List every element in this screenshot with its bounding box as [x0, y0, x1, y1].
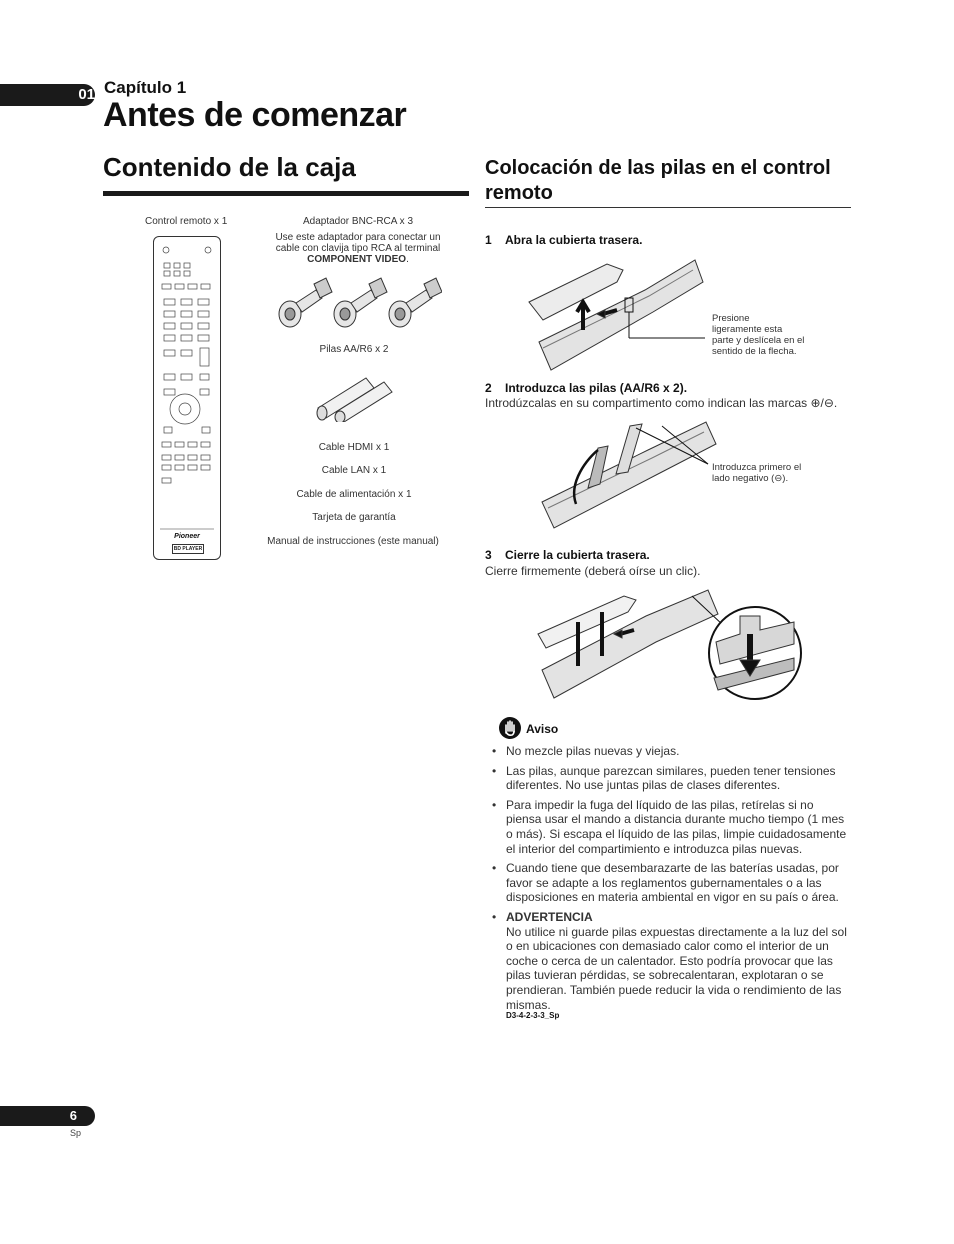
callout-press-slide	[712, 313, 822, 357]
callout-negative-first	[712, 462, 822, 484]
step-2-description: Introdúzcalas en su compartimento como indican las marcas ⊕/⊖.	[485, 396, 838, 410]
page-number-tab	[0, 1106, 95, 1126]
page-number: 6	[69, 1108, 77, 1123]
open-cover-illustration	[525, 252, 705, 380]
close-cover-illustration	[532, 586, 802, 706]
step-3-number: 3	[485, 548, 492, 562]
step-3-description: Cierre firmemente (deberá oírse un clic).	[485, 564, 701, 578]
item-power-cable: Cable de alimentación x 1	[296, 489, 412, 500]
aa-batteries-image	[310, 372, 400, 422]
insert-batteries-illustration	[538, 418, 718, 530]
warning-title: ADVERTENCIA	[506, 909, 593, 924]
adapter-desc-bold: COMPONENT VIDEO	[307, 254, 407, 265]
callout-1-line3: parte y deslícela en el	[712, 335, 805, 346]
step-2	[485, 381, 687, 395]
remote-control-image	[153, 236, 221, 560]
item-lan-cable: Cable LAN x 1	[321, 465, 387, 476]
adapter-desc-end: .	[406, 254, 409, 265]
item-hdmi-cable: Cable HDMI x 1	[318, 442, 390, 453]
callout-1-line1: Presione	[712, 313, 750, 324]
step-1	[485, 233, 642, 247]
item-manual: Manual de instrucciones (este manual)	[267, 536, 439, 547]
aviso-list	[492, 744, 852, 1017]
step-2-text: Introduzca las pilas (AA/R6 x 2).	[505, 381, 688, 395]
step-1-text: Abra la cubierta trasera.	[505, 233, 643, 247]
adapter-description	[264, 232, 452, 265]
chapter-number-tab	[0, 84, 95, 106]
callout-1-line4: sentido de la flecha.	[712, 346, 797, 357]
battery-section-heading: Colocación de las pilas en el control remoto	[485, 157, 831, 204]
heading-rule-right	[485, 207, 851, 208]
aviso-item: • Cuando tiene que desembarazarte de las baterías usadas, por favor se adapte a los reglamentos gubernamentales o a las disposiciones en materia ambiental en vigor en su país o área.	[492, 861, 852, 905]
hand-warning-icon	[499, 717, 521, 739]
aviso-title: Aviso	[526, 722, 559, 736]
item-warranty-card: Tarjeta de garantía	[312, 512, 396, 523]
aviso-item: • No mezcle pilas nuevas y viejas.	[492, 744, 852, 759]
adapter-desc-line1: Use este adaptador para conectar un	[275, 232, 441, 243]
bnc-adapters-image	[276, 270, 442, 334]
aviso-item: • Para impedir la fuga del líquido de las pilas, retírelas si no piensa usar el mando a distancia durante mucho tiempo (1 mes o más). Si escapa el líquido de las pilas, limpie cuidadosamente el interior del compartimiento e introduzca pilas nuevas.	[492, 798, 852, 856]
language-code: Sp	[70, 1128, 82, 1138]
page-title: Antes de comenzar	[103, 96, 407, 134]
step-1-number: 1	[485, 233, 492, 247]
box-contents-heading: Contenido de la caja	[103, 152, 356, 182]
remote-label: Control remoto x 1	[145, 216, 228, 227]
aviso-item: • Las pilas, aunque parezcan similares, pueden tener tensiones diferentes. No use juntas pilas de clases diferentes.	[492, 764, 852, 793]
remote-brand: Pioneer	[174, 533, 200, 540]
aviso-warning	[492, 910, 852, 1012]
callout-2-line2: lado negativo (⊖).	[712, 473, 789, 484]
callout-1-line2: ligeramente esta	[712, 324, 783, 335]
batteries-label: Pilas AA/R6 x 2	[319, 344, 389, 355]
step-3-text: Cierre la cubierta trasera.	[505, 548, 650, 562]
chapter-number: 01	[78, 86, 95, 103]
adapter-label: Adaptador BNC-RCA x 3	[302, 216, 414, 227]
step-3	[485, 548, 650, 562]
document-code: D3-4-2-3-3_Sp	[506, 1011, 560, 1020]
remote-model: BD PLAYER	[173, 546, 203, 552]
chapter-label: Capítulo 1	[104, 78, 187, 97]
heading-rule	[103, 191, 469, 196]
adapter-desc-line2: cable con clavija tipo RCA al terminal	[275, 243, 441, 254]
warning-text: No utilice ni guarde pilas expuestas directamente a la luz del sol o en ubicaciones con demasiado calor como el interior de un coche o cerca de un calentador. Esto podría provocar que las pilas tuvieran pérdidas, se sobrecalentaran, explotaran o se prendieran. También puede reducir la vida o rendimiento de las mismas.	[506, 924, 847, 1012]
step-2-number: 2	[485, 381, 492, 395]
remote-buttons-illustration	[154, 237, 220, 559]
callout-2-line1: Introduzca primero el	[712, 462, 802, 473]
